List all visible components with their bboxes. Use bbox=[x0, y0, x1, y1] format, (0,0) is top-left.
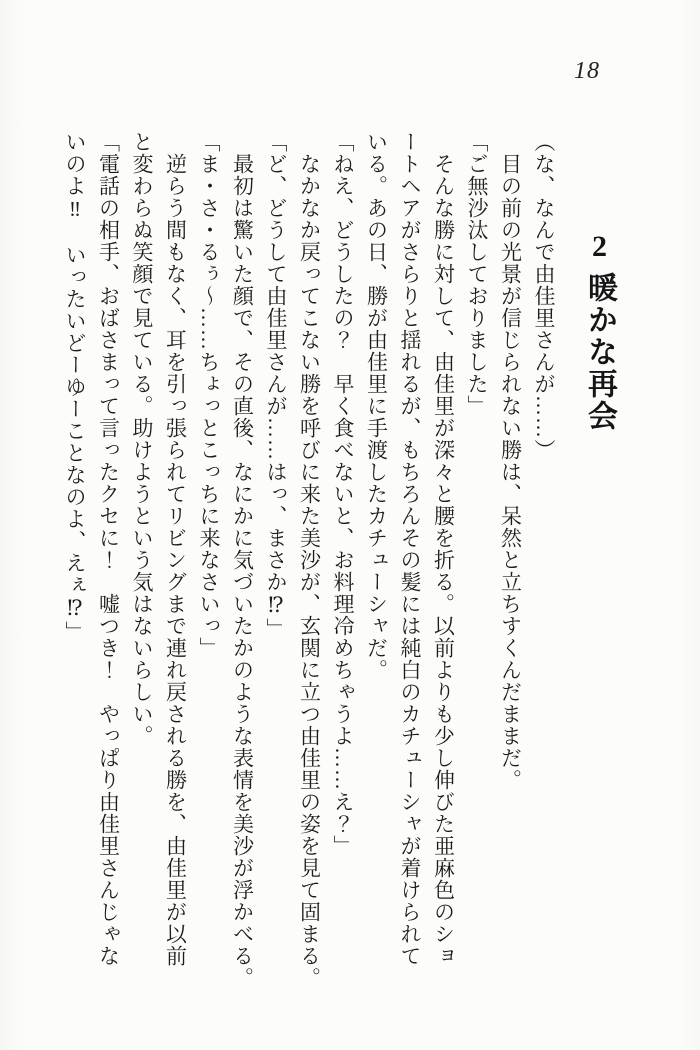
chapter-number: 2 bbox=[583, 230, 616, 265]
text-line: と変わらぬ笑顔で見ている。助けようという気はないらしい。 bbox=[130, 131, 154, 747]
text-line: 最初は驚いた顔で、その直後、なにかに気づいたかのような表情を美沙が浮かべる。 bbox=[230, 131, 255, 989]
text-line: 「ま・さ・るぅ〜……ちょっとこっちに来なさいっ」 bbox=[197, 131, 221, 659]
text-line: 「ど、どうして由佳里さんが……はっ、まさか⁉」 bbox=[264, 131, 288, 640]
body-text bbox=[58, 131, 561, 993]
text-area bbox=[58, 131, 629, 993]
text-line: 目の前の光景が信じられない勝は、呆然と立ちすくんだままだ。 bbox=[498, 131, 523, 791]
page-number: 18 bbox=[574, 58, 600, 84]
chapter-heading bbox=[574, 131, 624, 993]
text-line: （な、なんで由佳里さんが……） bbox=[532, 131, 556, 461]
text-line: いる。あの日、勝が由佳里に手渡したカチューシャだ。 bbox=[364, 131, 389, 681]
text-line: 逆らう間もなく、耳を引っ張られてリビングまで連れ戻される勝を、由佳里が以前 bbox=[163, 131, 188, 967]
text-line: ートヘアがさらりと揺れるが、もちろんその髪には純白のカチューシャが着けられて bbox=[398, 131, 422, 967]
text-line: そんな勝に対して、由佳里が深々と腰を折る。以前よりも少し伸びた亜麻色のショ bbox=[431, 131, 456, 967]
text-line: なかなか戻ってこない勝を呼びに来た美沙が、玄関に立つ由佳里の姿を見て固まる。 bbox=[297, 131, 322, 989]
text-line: いのよ‼ いったいどーゆーことなのよ、えぇ⁉」 bbox=[63, 131, 87, 643]
text-line: 「ねえ、どうしたの？ 早く食べないと、お料理冷めちゃうよ……え？」 bbox=[331, 131, 355, 857]
text-line: 「電話の相手、おばさまって言ったクセに！ 嘘つき！ やっぱり由佳里さんじゃな bbox=[96, 131, 121, 967]
chapter-title: 暖かな再会 bbox=[583, 272, 616, 432]
text-line: 「ご無沙汰しておりました」 bbox=[465, 131, 489, 417]
